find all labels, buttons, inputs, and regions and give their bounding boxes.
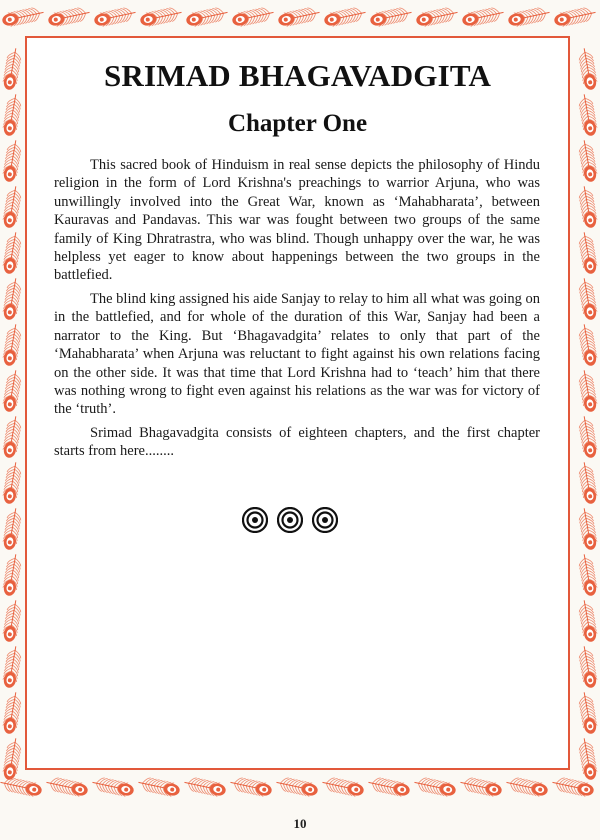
peacock-feather-icon (577, 369, 598, 413)
paragraph-sanjay: The blind king assigned his aide Sanjay to relay to him all what was going on in the battlefied, and for whole of the duration of this War, Sanjay had been a narrator to the King. But ‘Bhagavadgita’ relates to only that part of the ‘Mahabharata’ when Arjuna was reluctant to fight against his own relations facing on the other side. It was that time that Lord Krishna had to ‘teach’ him that there was nothing wrong to fight even against his relations as the war was for victory of the ‘truth’. (54, 291, 540, 418)
peacock-feather-icon (577, 415, 598, 459)
chapter-heading: Chapter One (227, 110, 368, 137)
peacock-feather-icon (2, 461, 23, 505)
peacock-feather-icon (2, 231, 23, 275)
peacock-feather-icon (413, 776, 457, 798)
peacock-feather-icon (2, 47, 23, 91)
section-ornaments (242, 507, 338, 533)
paragraph-intro: This sacred book of Hinduism in real sense depicts the philosophy of Hindu religion in the form of Lord Krishna's preachings to warrior Arjuna, who was unwillingly involved into the Great War, known as ‘Mahabharata’, between Kauravas and Pandavas. This war was fought between two groups of the same family of King Dhratrastra, who was blind. Though unhappy over the war, he was helpless yet eager to know about happenings between the two groups in the battlefied. (54, 157, 540, 284)
peacock-feather-icon (185, 6, 229, 28)
page-number: 10 (293, 816, 307, 831)
peacock-feather-icon (577, 323, 598, 367)
peacock-feather-icon (2, 369, 23, 413)
peacock-feather-icon (137, 776, 181, 798)
peacock-feather-icon (577, 185, 598, 229)
peacock-feather-icon (367, 776, 411, 798)
peacock-feather-icon (577, 645, 598, 689)
peacock-feather-icon (553, 6, 597, 28)
peacock-feather-icon (277, 6, 321, 28)
peacock-feather-icon (577, 277, 598, 321)
peacock-feather-icon (91, 776, 135, 798)
peacock-feather-icon (577, 737, 598, 781)
peacock-feather-icon (577, 231, 598, 275)
peacock-feather-icon (369, 6, 413, 28)
peacock-feather-icon (0, 776, 43, 798)
peacock-feather-icon (2, 691, 23, 735)
peacock-feather-icon (577, 47, 598, 91)
peacock-feather-icon (2, 553, 23, 597)
peacock-feather-icon (577, 507, 598, 551)
peacock-feather-icon (2, 277, 23, 321)
peacock-feather-icon (93, 6, 137, 28)
peacock-feather-icon (577, 461, 598, 505)
peacock-feather-icon (577, 691, 598, 735)
peacock-feather-icon (321, 776, 365, 798)
peacock-feather-icon (231, 6, 275, 28)
peacock-feather-icon (323, 6, 367, 28)
peacock-feather-icon (139, 6, 183, 28)
page-title: SRIMAD BHAGAVADGITA (103, 58, 492, 93)
peacock-feather-icon (2, 599, 23, 643)
concentric-circle-icon (277, 507, 303, 533)
peacock-feather-icon (2, 323, 23, 367)
peacock-feather-icon (47, 6, 91, 28)
peacock-feather-icon (459, 776, 503, 798)
peacock-feather-icon (2, 93, 23, 137)
peacock-feather-icon (577, 553, 598, 597)
peacock-feather-icon (2, 645, 23, 689)
peacock-feather-icon (2, 185, 23, 229)
peacock-feather-icon (505, 776, 549, 798)
paragraph-chapters: Srimad Bhagavadgita consists of eighteen chapters, and the first chapter starts from here........ (54, 425, 540, 460)
peacock-feather-icon (415, 6, 459, 28)
concentric-circle-icon (242, 507, 268, 533)
peacock-feather-icon (577, 599, 598, 643)
peacock-feather-icon (183, 776, 227, 798)
peacock-feather-icon (2, 139, 23, 183)
peacock-feather-icon (577, 139, 598, 183)
peacock-feather-icon (229, 776, 273, 798)
peacock-feather-icon (2, 507, 23, 551)
peacock-feather-icon (1, 6, 45, 28)
peacock-feather-icon (275, 776, 319, 798)
peacock-feather-icon (461, 6, 505, 28)
peacock-feather-icon (2, 415, 23, 459)
peacock-feather-icon (577, 93, 598, 137)
peacock-feather-icon (2, 737, 23, 781)
concentric-circle-icon (312, 507, 338, 533)
peacock-feather-icon (45, 776, 89, 798)
peacock-feather-icon (507, 6, 551, 28)
